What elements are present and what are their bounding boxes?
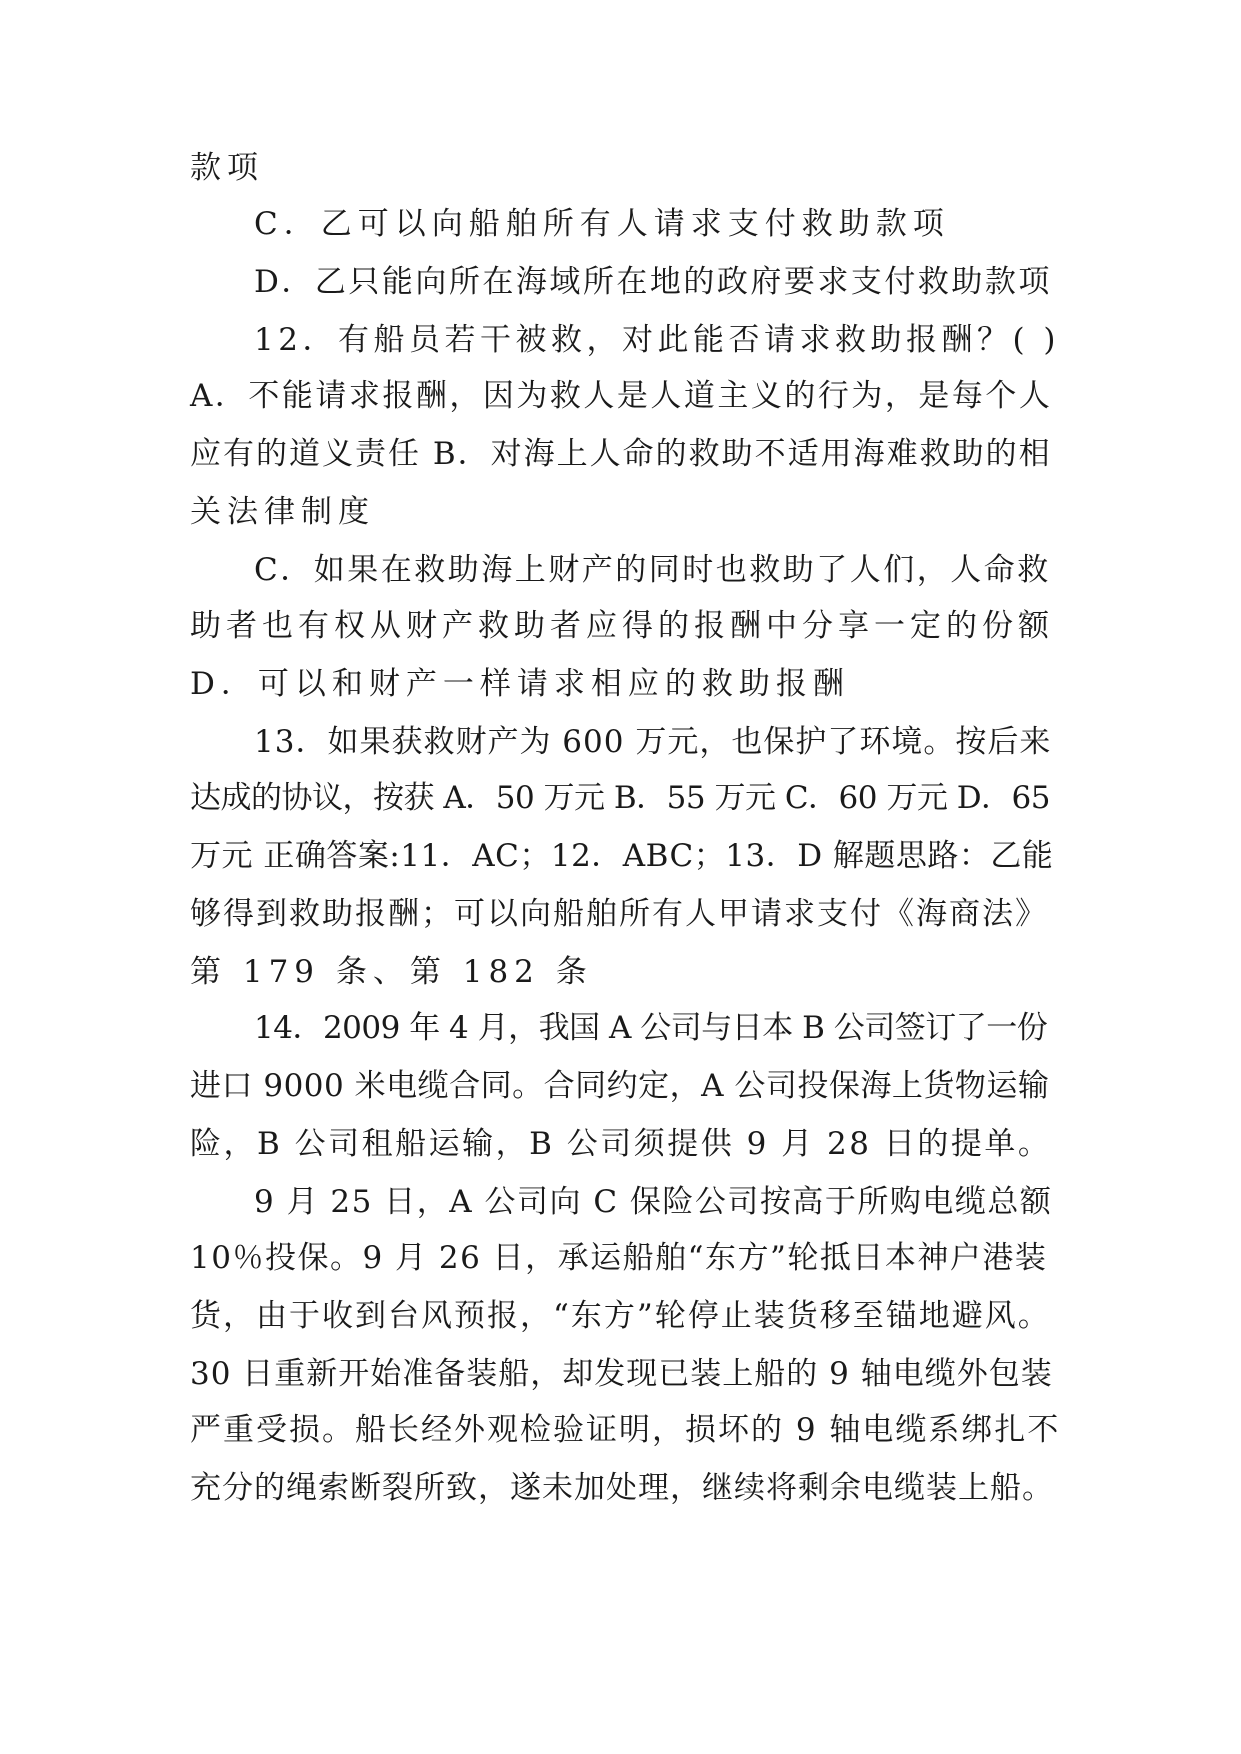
option-d-line: D．乙只能向所在海域所在地的政府要求支付救助款项	[254, 264, 1052, 300]
question-13-line: 13．如果获救财产为 600 万元，也保护了环境。按后来	[254, 724, 1052, 760]
text-line: 万元 正确答案:11．AC；12．ABC；13．D 解题思路：乙能	[190, 838, 1054, 874]
text-line: 进口 9000 米电缆合同。合同约定，A 公司投保海上货物运输	[190, 1068, 1050, 1104]
text-line: 达成的协议，按获 A．50 万元 B．55 万元 C．60 万元 D．65	[190, 780, 1051, 816]
text-line: 充分的绳索断裂所致，遂未加处理，继续将剩余电缆装上船。	[190, 1470, 1054, 1506]
question-12-line: 12．有船员若干被救，对此能否请求救助报酬？( )	[254, 322, 1060, 358]
text-line: 助者也有权从财产救助者应得的报酬中分享一定的份额	[190, 608, 1054, 644]
option-c-line: C．乙可以向船舶所有人请求支付救助款项	[254, 206, 950, 242]
text-line: A．不能请求报酬，因为救人是人道主义的行为，是每个人	[190, 378, 1053, 414]
text-line: 关法律制度	[190, 494, 375, 530]
text-line: 货，由于收到台风预报，“东方”轮停止装货移至锚地避风。	[190, 1298, 1051, 1334]
text-line: C．如果在救助海上财产的同时也救助了人们，人命救	[254, 552, 1051, 588]
text-line: 应有的道义责任 B．对海上人命的救助不适用海难救助的相	[190, 436, 1052, 472]
text-line: 9 月 25 日，A 公司向 C 保险公司按高于所购电缆总额	[254, 1184, 1053, 1220]
text-line: 严重受损。船长经外观检验证明，损坏的 9 轴电缆系绑扎不	[190, 1412, 1061, 1448]
text-line: 10％投保。9 月 26 日，承运船舶“东方”轮抵日本神户港装	[190, 1240, 1048, 1276]
text-line: 30 日重新开始准备装船，却发现已装上船的 9 轴电缆外包装	[190, 1356, 1053, 1392]
question-14-line: 14．2009 年 4 月，我国 A 公司与日本 B 公司签订了一份	[254, 1010, 1048, 1046]
text-line: 够得到救助报酬；可以向船舶所有人甲请求支付《海商法》	[190, 896, 1048, 932]
text-line: 险，B 公司租船运输，B 公司须提供 9 月 28 日的提单。	[190, 1126, 1052, 1162]
text-line: 款项	[190, 150, 264, 186]
text-line: 第 179 条、第 182 条	[190, 954, 593, 990]
text-line: D．可以和财产一样请求相应的救助报酬	[190, 666, 850, 702]
